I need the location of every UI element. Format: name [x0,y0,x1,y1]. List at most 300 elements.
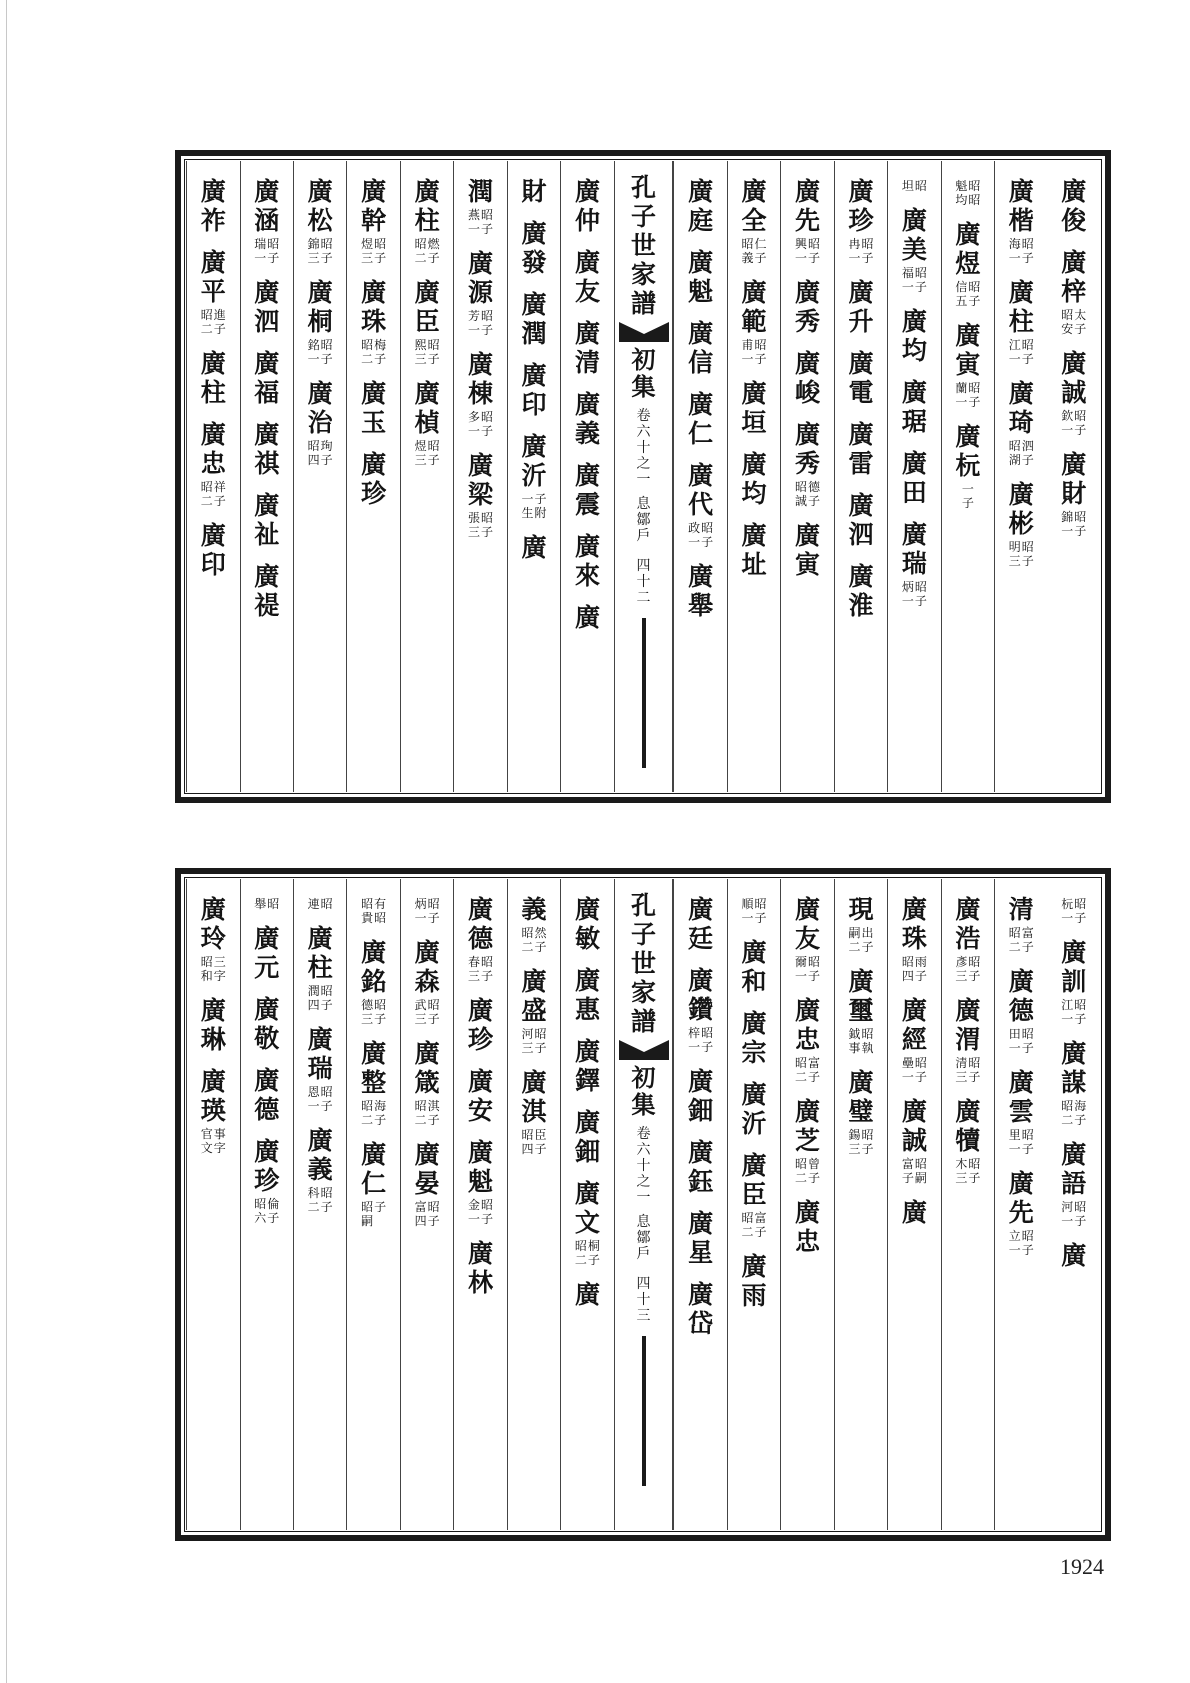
name-entry [688,895,713,953]
person-name: 廣 和 [741,938,767,996]
note-line: 立 一 [1008,1229,1021,1257]
note-line: 田 一 [1008,1027,1021,1055]
name-entry [795,521,820,579]
note-line: 舉 [254,897,267,911]
lineage-note [468,208,494,236]
note-line: 昭 嗣 [361,1200,374,1228]
lineage-note [955,280,981,308]
lineage-note [521,1027,547,1055]
note-line: 太 子 [1074,308,1087,336]
genealogy-column [780,161,833,792]
note-line: 昭 子 [481,955,494,983]
name-entry [200,895,226,983]
note-line: 德 三 [361,998,374,1026]
note-line: 錦 一 [1061,510,1074,538]
person-name: 廣 [521,533,547,562]
person-name: 廣 峻 [795,349,821,407]
note-line: 昭 子 [320,1085,333,1113]
note-line: 煜 三 [361,237,374,265]
person-name: 廣 幹 [361,177,387,235]
person-name: 廣 珍 [254,1137,280,1195]
person-name: 廣 印 [200,521,226,579]
note-line: 昭 子 [1021,540,1034,568]
person-name: 廣 寅 [955,321,981,379]
lineage-note [521,926,547,954]
note-line: 昭 四 [901,955,914,983]
lineage-note [414,338,440,366]
name-entry [521,290,546,348]
lineage-note [901,1056,927,1084]
person-name: 廣 臣 [414,278,440,336]
spine-title: 孔 子 世 家 譜 [631,891,657,1036]
page-columns [186,879,1100,1530]
lineage-note [795,237,821,265]
genealogy-column [1048,879,1100,1530]
genealogy-column [834,879,887,1530]
genealogy-column [727,879,780,1530]
person-name: 廣 忠 [200,420,226,478]
person-name: 廣 宗 [741,1009,767,1067]
name-entry [795,895,821,983]
name-entry [1061,248,1087,336]
person-name: 廣 升 [848,278,874,336]
note-line: 昭 子 [1074,897,1087,925]
lineage-note [795,480,821,508]
person-name: 廣 臣 [741,1151,767,1209]
spine-bar [642,1336,646,1486]
person-name: 廣 來 [574,532,600,590]
name-entry [795,349,820,407]
note-line: 昭 子 [807,237,820,265]
name-entry [688,319,713,377]
note-line: 昭 子 [968,1056,981,1084]
name-entry [521,432,547,520]
name-entry [521,219,546,277]
person-name: 廣 義 [307,1126,333,1184]
lineage-note [1008,1229,1034,1257]
person-name: 廣 瑞 [307,1025,333,1083]
lineage-note [955,179,981,207]
person-name: 廣 柱 [1008,278,1034,336]
name-entry [254,562,279,620]
note-line: 昭 二 [361,338,374,366]
lineage-note [1008,1027,1034,1055]
lineage-note [1008,926,1034,954]
note-line: 昭 子 [701,521,714,549]
note-line: 壘 一 [901,1056,914,1084]
name-entry [575,1108,600,1166]
note-line: 昭 子 [968,955,981,983]
person-name: 廣 玉 [361,379,387,437]
person-name: 廣 仁 [361,1140,387,1198]
name-entry [200,1067,226,1155]
lineage-note [795,955,821,983]
note-line: 富 子 [807,1056,820,1084]
person-name: 廣 忠 [794,996,820,1054]
lineage-note [1061,510,1087,538]
name-entry [575,248,600,306]
note-line: 燃 子 [427,237,440,265]
note-line: 杬 一 [1061,897,1074,925]
lineage-note [955,1056,981,1084]
lineage-note [848,1128,874,1156]
lineage-note [741,237,767,265]
name-entry [901,177,927,193]
person-name: 廣 渭 [955,996,981,1054]
person-name: 廣 德 [468,895,494,953]
lineage-note [901,266,927,294]
name-entry [361,379,386,437]
name-entry [848,562,873,620]
note-line: 昭 子 [320,237,333,265]
person-name: 廣 珍 [361,450,387,508]
lineage-note [901,955,927,983]
person-name: 廣 柱 [307,924,333,982]
lineage-note [468,511,494,539]
name-entry [848,349,873,407]
name-entry [254,420,279,478]
name-entry [468,895,494,983]
name-entry [361,895,387,925]
lineage-note [688,521,714,549]
note-line: 連 [307,897,320,911]
lineage-note [361,237,387,265]
name-entry [955,321,981,409]
note-line: 昭 子 [701,1026,714,1054]
person-name: 廣 整 [361,1039,387,1097]
lineage-note [200,1127,226,1155]
lineage-note [307,338,333,366]
name-entry [361,1140,387,1228]
lineage-note [1061,1099,1087,1127]
name-entry [955,895,981,983]
name-entry [575,895,600,953]
note-line: 然 子 [534,926,547,954]
note-line: 昭 子 [320,338,333,366]
note-line: 淇 子 [427,1099,440,1127]
lineage-note [1061,1200,1087,1228]
lineage-note [414,1099,440,1127]
note-line: 昭 子 [481,208,494,236]
person-name: 廣 安 [468,1067,494,1125]
lineage-note [361,1099,387,1127]
person-name: 廣 敬 [254,995,280,1053]
name-entry [1061,177,1086,235]
lineage-note [741,338,767,366]
name-entry [521,967,547,1055]
person-name: 廣 平 [200,248,226,306]
note-line: 昭 誠 [794,480,807,508]
note-line: 昭 子 [481,1198,494,1226]
person-name: 廣 箴 [414,1039,440,1097]
genealogy-column [453,161,506,792]
name-entry [688,461,714,549]
name-entry [254,895,280,911]
person-name: 廣 秀 [794,420,820,478]
note-line: 昭 安 [1061,308,1074,336]
person-name: 廣 鈿 [688,1067,714,1125]
genealogy-column [994,161,1047,792]
lineage-note [521,1128,547,1156]
genealogy-column [293,161,346,792]
person-name: 廣 全 [741,177,767,235]
note-line: 富 子 [1021,926,1034,954]
person-name: 廣 梁 [468,451,494,509]
person-name: 廣 雲 [1008,1068,1034,1126]
note-line: 昭 子 [1021,338,1034,366]
lineage-note [468,955,494,983]
genealogy-column [673,161,726,792]
person-name: 廣 珍 [468,996,494,1054]
name-entry [1061,938,1087,1026]
name-entry [307,278,333,366]
name-entry [955,422,980,510]
person-name: 廣 震 [574,461,600,519]
lineage-note [361,998,387,1026]
name-entry [688,562,713,620]
note-line: 雨 子 [914,955,927,983]
lineage-note [795,1157,821,1185]
note-line: 昭 湖 [1008,439,1021,467]
name-entry [688,248,713,306]
name-entry [254,1066,279,1124]
name-entry [414,177,440,265]
name-entry [521,533,546,562]
genealogy-column [941,879,994,1530]
genealogy-column [186,161,239,792]
name-entry [414,895,440,925]
name-entry [741,895,767,925]
person-name: 廣 梓 [1061,248,1087,306]
person-name: 廣 均 [741,450,767,508]
note-line: 昭 子 [427,1200,440,1228]
person-name: 廣 忠 [795,1198,821,1256]
lineage-note [1008,439,1034,467]
note-line: 政 一 [688,521,701,549]
note-line: 昭 子 [861,237,874,265]
genealogy-column [453,879,506,1530]
note-line: 彥 三 [955,955,968,983]
note-line: 昭 子 [374,998,387,1026]
note-line: 信 五 [955,280,968,308]
name-entry [848,967,874,1055]
name-entry [254,995,279,1053]
note-line: 三 字 [213,955,226,983]
genealogy-column [887,161,940,792]
person-name: 廣 舉 [688,562,714,620]
person-name: 廣 鈿 [574,1108,600,1166]
name-entry [575,177,600,235]
note-line: 昭 子 [968,381,981,409]
name-entry [795,420,821,508]
name-entry [468,1138,494,1226]
person-name: 廣 治 [307,379,333,437]
note-line: 昭 子 [1074,409,1087,437]
note-line: 福 一 [901,266,914,294]
note-line: 河 三 [521,1027,534,1055]
lineage-note [955,1157,981,1185]
person-name: 廣 淇 [521,1068,547,1126]
person-name: 廣 琳 [200,996,226,1054]
note-line: 昭 子 [1074,510,1087,538]
genealogy-column [186,879,239,1530]
note-line: 一 子 [961,482,974,510]
person-name: 廣 沂 [521,432,547,490]
name-entry [254,278,279,336]
genealogy-page-bottom [175,868,1111,1541]
name-entry [361,177,387,265]
note-line: 子 [374,1200,387,1214]
note-line: 昭 二 [794,1157,807,1185]
spine-subtitle: 初 集 [631,345,656,401]
note-line: 昭 [320,897,333,911]
person-name: 廣 福 [254,349,280,407]
person-name: 廣 先 [794,177,820,235]
genealogy-column [346,161,399,792]
note-line: 昭 子 [914,580,927,608]
note-line: 炳 一 [414,897,427,925]
name-entry [575,532,600,590]
note-line: 武 三 [414,998,427,1026]
note-line: 順 一 [741,897,754,925]
name-entry [848,177,874,265]
genealogy-column [240,161,293,792]
genealogy-column [994,879,1047,1530]
note-line: 蘭 一 [955,381,968,409]
lineage-note [468,309,494,337]
fish-tail-mark-icon [619,322,669,342]
person-name: 廣 雷 [848,420,874,478]
person-name: 廣 煜 [955,220,981,278]
name-entry [741,278,767,366]
name-entry [688,177,713,235]
person-name: 廣 禔 [254,562,280,620]
name-entry [574,1179,600,1267]
note-line: 冉 一 [848,237,861,265]
lineage-note [741,897,767,925]
name-entry [955,220,981,308]
person-name: 廣 財 [1061,450,1087,508]
genealogy-column [240,879,293,1530]
genealogy-column [400,161,453,792]
name-entry [795,1198,820,1256]
lineage-note [414,998,440,1026]
page-number: 1924 [1060,1554,1104,1579]
note-line: 昭 貴 [361,897,374,925]
name-entry [688,1067,713,1125]
genealogy-column [507,879,560,1530]
spine-bar [642,618,646,768]
genealogy-column [560,879,613,1530]
note-line: 鍚 三 [848,1128,861,1156]
note-line: 昭 子 [1021,1027,1034,1055]
lineage-note [254,237,280,265]
lineage-note [307,897,333,911]
name-entry [307,177,333,265]
name-entry [575,390,600,448]
note-line: 有 昭 [374,897,387,925]
person-name: 廣 德 [254,1066,280,1124]
person-name: 廣 犢 [955,1097,981,1155]
genealogy-column [780,879,833,1530]
note-line: 海 一 [1008,237,1021,265]
lineage-note [955,381,981,409]
note-line: 甫 一 [741,338,754,366]
name-entry [901,206,927,294]
genealogy-page-top [175,150,1111,803]
name-entry [688,390,713,448]
person-name: 廣 範 [741,278,767,336]
lineage-note [307,1085,333,1113]
genealogy-column [941,161,994,792]
lineage-note [741,1211,767,1239]
note-line: 昭 子 [754,897,767,925]
person-name: 廣 泗 [848,491,874,549]
name-entry [1061,450,1087,538]
note-line: 昭 [914,179,927,193]
name-entry [742,450,767,508]
note-line: 昭 二 [361,1099,374,1127]
note-line: 金 一 [468,1198,481,1226]
name-entry [414,1039,440,1127]
name-entry [741,177,767,265]
name-entry [848,895,874,954]
note-line: 昭 嗣 [914,1157,927,1185]
name-entry [742,1080,767,1138]
name-entry [254,491,279,549]
name-entry [200,420,226,508]
note-line: 昭 子 [968,1157,981,1185]
lineage-note [1061,308,1087,336]
name-entry [848,1068,874,1156]
person-name: 廣 祚 [200,177,226,235]
person-name: 廣 德 [1008,967,1034,1025]
lineage-note [901,1157,927,1185]
name-entry [901,996,927,1084]
name-entry [1008,480,1034,568]
name-entry [201,349,226,407]
person-name: 廣 瑛 [200,1067,226,1125]
genealogy-column [727,161,780,792]
note-line: 清 三 [955,1056,968,1084]
lineage-note [1008,237,1034,265]
name-entry [688,1138,713,1196]
person-name: 廣 珠 [901,895,927,953]
note-line: 張 三 [468,511,481,539]
name-entry [848,278,873,336]
note-line: 木 三 [955,1157,968,1185]
lineage-note [200,955,226,983]
person-name: 廣 惠 [574,966,600,1024]
lineage-note [361,338,387,366]
person-name: 廣 琦 [1008,379,1034,437]
note-line: 昭 子 [914,266,927,294]
name-entry [521,177,546,206]
person-name: 廣 先 [1008,1169,1034,1227]
name-entry [468,996,493,1054]
note-line: 昭 二 [200,308,213,336]
person-name: 廣 祺 [254,420,280,478]
person-name: 廣 [574,603,600,632]
person-name: 廣 銘 [361,938,387,996]
person-name: 廣 信 [688,319,714,377]
lineage-note [361,1200,387,1228]
note-line: 燕 一 [468,208,481,236]
name-entry [521,1068,547,1156]
person-name: 廣 址 [741,521,767,579]
person-name: 廣 謀 [1061,1039,1087,1097]
name-entry [307,924,333,1012]
